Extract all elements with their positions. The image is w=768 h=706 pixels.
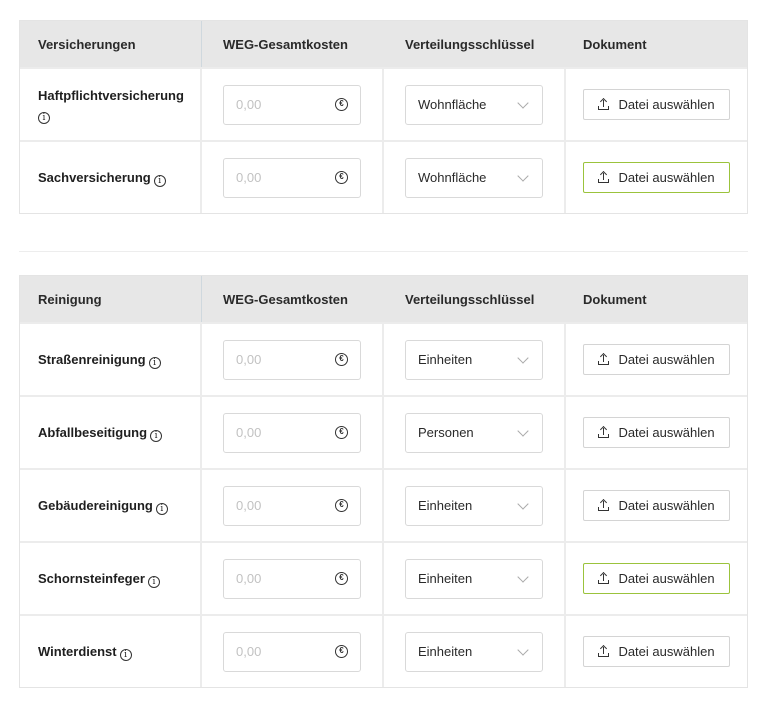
table-row [20,541,747,614]
upload-icon [598,427,609,438]
row-label: Gebäudereinigung [38,498,153,513]
distribution-key-select[interactable] [405,340,543,380]
column-header-weg: WEG-Gesamtkosten [223,291,348,307]
select-value: Einheiten [418,644,473,659]
table-header [20,21,747,67]
amount-input[interactable] [223,340,361,380]
column-header-weg: WEG-Gesamtkosten [223,36,348,52]
table-row [20,67,747,140]
select-value: Wohnfläche [418,170,487,185]
table-row [20,140,747,213]
amount-placeholder: 0,00 [236,644,262,659]
euro-icon: € [335,171,348,184]
file-button-label: Datei auswählen [618,644,715,659]
file-button-label: Datei auswählen [618,425,715,440]
amount-input[interactable] [223,413,361,453]
upload-icon [598,172,609,183]
table-row [20,468,747,541]
select-value: Einheiten [418,571,473,586]
info-icon[interactable]: i [38,112,50,124]
info-icon[interactable]: i [156,503,168,515]
amount-input[interactable] [223,559,361,599]
distribution-key-select[interactable] [405,85,543,125]
chevron-down-icon [517,97,528,108]
row-label: Straßenreinigung [38,352,146,367]
column-header-dokument: Dokument [583,36,647,52]
file-select-button[interactable] [583,417,730,448]
select-value: Personen [418,425,474,440]
chevron-down-icon [517,170,528,181]
amount-placeholder: 0,00 [236,97,262,112]
file-select-button[interactable] [583,490,730,521]
file-select-button[interactable] [583,636,730,667]
info-icon[interactable]: i [154,175,166,187]
upload-icon [598,354,609,365]
table-row [20,614,747,687]
distribution-key-select[interactable] [405,559,543,599]
amount-input[interactable] [223,486,361,526]
file-button-label: Datei auswählen [618,97,715,112]
amount-placeholder: 0,00 [236,425,262,440]
upload-icon [598,646,609,657]
table-row [20,395,747,468]
column-header-schluessel: Verteilungsschlüssel [405,291,535,307]
info-icon[interactable]: i [148,576,160,588]
upload-icon [598,573,609,584]
amount-placeholder: 0,00 [236,352,262,367]
table-header [20,276,747,322]
upload-icon [598,99,609,110]
distribution-key-select[interactable] [405,413,543,453]
row-label: Abfallbeseitigung [38,425,148,440]
distribution-key-select[interactable] [405,632,543,672]
chevron-down-icon [517,571,528,582]
chevron-down-icon [517,352,528,363]
row-label: Winterdienst [38,644,117,659]
distribution-key-select[interactable] [405,486,543,526]
file-button-label: Datei auswählen [618,498,715,513]
reinigung-table [19,275,748,688]
row-label: Haftpflichtversicherung [38,87,184,103]
section-title: Reinigung [20,276,202,322]
file-button-label: Datei auswählen [618,352,715,367]
file-select-button[interactable] [583,162,730,193]
section-title: Versicherungen [20,21,202,67]
euro-icon: € [335,499,348,512]
row-label: Sachversicherung [38,170,151,185]
file-select-button[interactable] [583,344,730,375]
euro-icon: € [335,572,348,585]
column-header-schluessel: Verteilungsschlüssel [405,36,535,52]
chevron-down-icon [517,498,528,509]
table-row [20,322,747,395]
amount-placeholder: 0,00 [236,571,262,586]
euro-icon: € [335,645,348,658]
file-button-label: Datei auswählen [618,170,715,185]
row-label: Schornsteinfeger [38,571,145,586]
file-select-button[interactable] [583,89,730,120]
section-divider [19,251,748,252]
info-icon[interactable]: i [120,649,132,661]
amount-placeholder: 0,00 [236,498,262,513]
amount-input[interactable] [223,85,361,125]
amount-placeholder: 0,00 [236,170,262,185]
select-value: Wohnfläche [418,97,487,112]
upload-icon [598,500,609,511]
column-header-dokument: Dokument [583,291,647,307]
euro-icon: € [335,426,348,439]
euro-icon: € [335,353,348,366]
info-icon[interactable]: i [150,430,162,442]
select-value: Einheiten [418,352,473,367]
file-button-label: Datei auswählen [618,571,715,586]
versicherungen-table [19,20,748,214]
distribution-key-select[interactable] [405,158,543,198]
amount-input[interactable] [223,632,361,672]
euro-icon: € [335,98,348,111]
select-value: Einheiten [418,498,473,513]
file-select-button[interactable] [583,563,730,594]
chevron-down-icon [517,644,528,655]
info-icon[interactable]: i [149,357,161,369]
amount-input[interactable] [223,158,361,198]
chevron-down-icon [517,425,528,436]
